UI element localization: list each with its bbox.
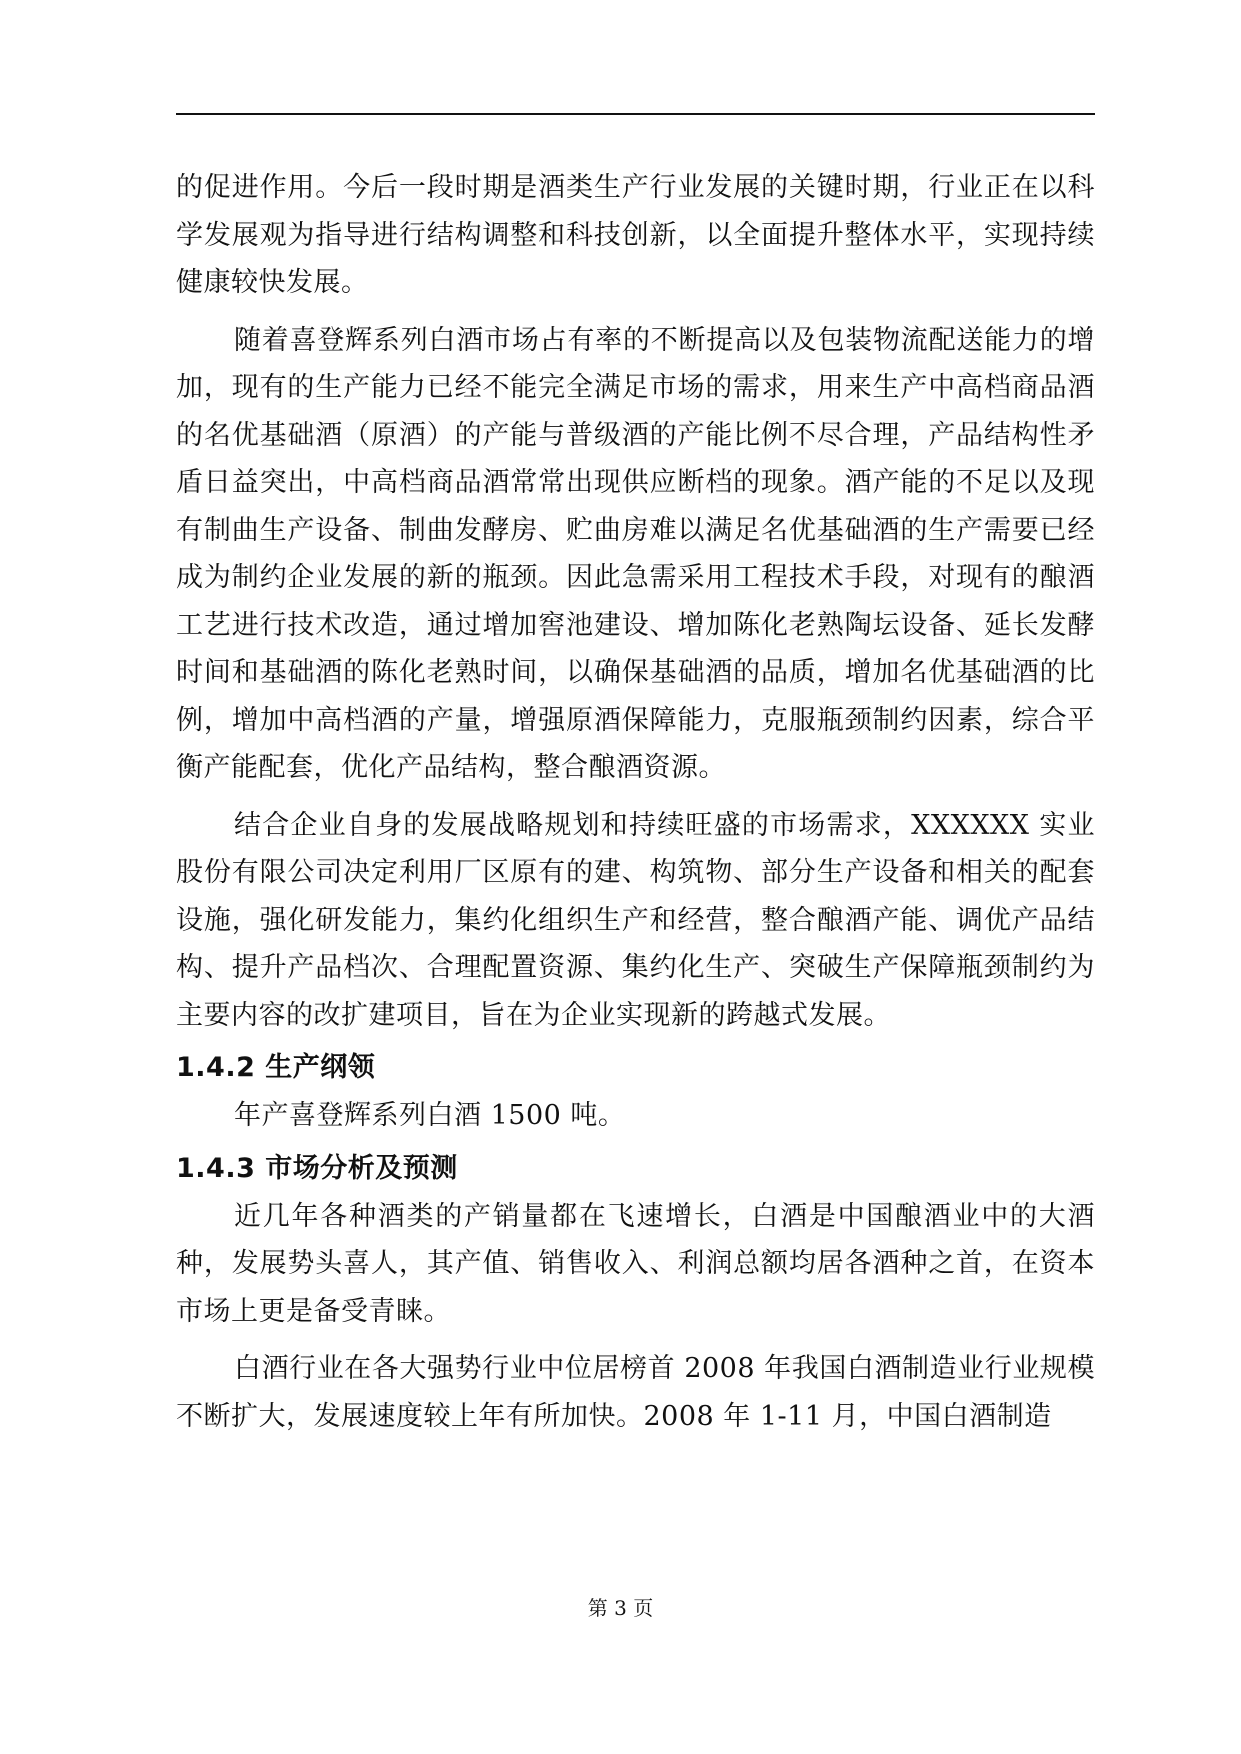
paragraph-industry-ranking: 白酒行业在各大强势行业中位居榜首 2008 年我国白酒制造业行业规模不断扩大，发展速度较上年有所加快。2008 年 1-11 月，中国白酒制造 — [176, 1353, 1095, 1432]
paragraph-intro-continuation: 的促进作用。今后一段时期是酒类生产行业发展的关键时期，行业正在以科学发展观为指导进行结构调整和科技创新，以全面提升整体水平，实现持续健康较快发展。 — [176, 172, 1095, 298]
page-number: 第 3 页 — [587, 1596, 654, 1620]
paragraph-capacity-bottleneck: 随着喜登辉系列白酒市场占有率的不断提高以及包装物流配送能力的增加，现有的生产能力已经不能完全满足市场的需求，用来生产中高档商品酒的名优基础酒（原酒）的产能与普级酒的产能比例不尽合理，产品结构性矛盾日益突出，中高档商品酒常常出现供应断档的现象。酒产能的不足以及现有制曲生产设备、制曲发酵房、贮曲房难以满足名优基础酒的生产需要已经成为制约企业发展的新的瓶颈。因此急需采用工程技术手段，对现有的酿酒工艺进行技术改造，通过增加窖池建设、增加陈化老熟陶坛设备、延长发酵时间和基础酒的陈化老熟时间，以确保基础酒的品质，增加名优基础酒的比例，增加中高档酒的产量，增强原酒保障能力，克服瓶颈制约因素，综合平衡产能配套，优化产品结构，整合酿酒资源。 — [176, 324, 1095, 783]
section-heading-production-program: 1.4.2 生产纲领 — [176, 1052, 376, 1083]
document-body — [176, 164, 1095, 1440]
paragraph-market-growth: 近几年各种酒类的产销量都在飞速增长，白酒是中国酿酒业中的大酒种，发展势头喜人，其产值、销售收入、利润总额均居各酒种之首，在资本市场上更是备受青睐。 — [176, 1200, 1095, 1327]
section-heading-market-analysis: 1.4.3 市场分析及预测 — [176, 1152, 458, 1184]
paragraph-expansion-project: 结合企业自身的发展战略规划和持续旺盛的市场需求，XXXXXX 实业股份有限公司决定利用厂区原有的建、构筑物、部分生产设备和相关的配套设施，强化研发能力，集约化组织生产和经营，整合酿酒产能、调优产品结构、提升产品档次、合理配置资源、集约化生产、突破生产保障瓶颈制约为主要内容的改扩建项目，旨在为企业实现新的跨越式发展。 — [176, 809, 1095, 1031]
paragraph-annual-output: 年产喜登辉系列白酒 1500 吨。 — [234, 1100, 626, 1131]
header-rule — [176, 113, 1095, 115]
